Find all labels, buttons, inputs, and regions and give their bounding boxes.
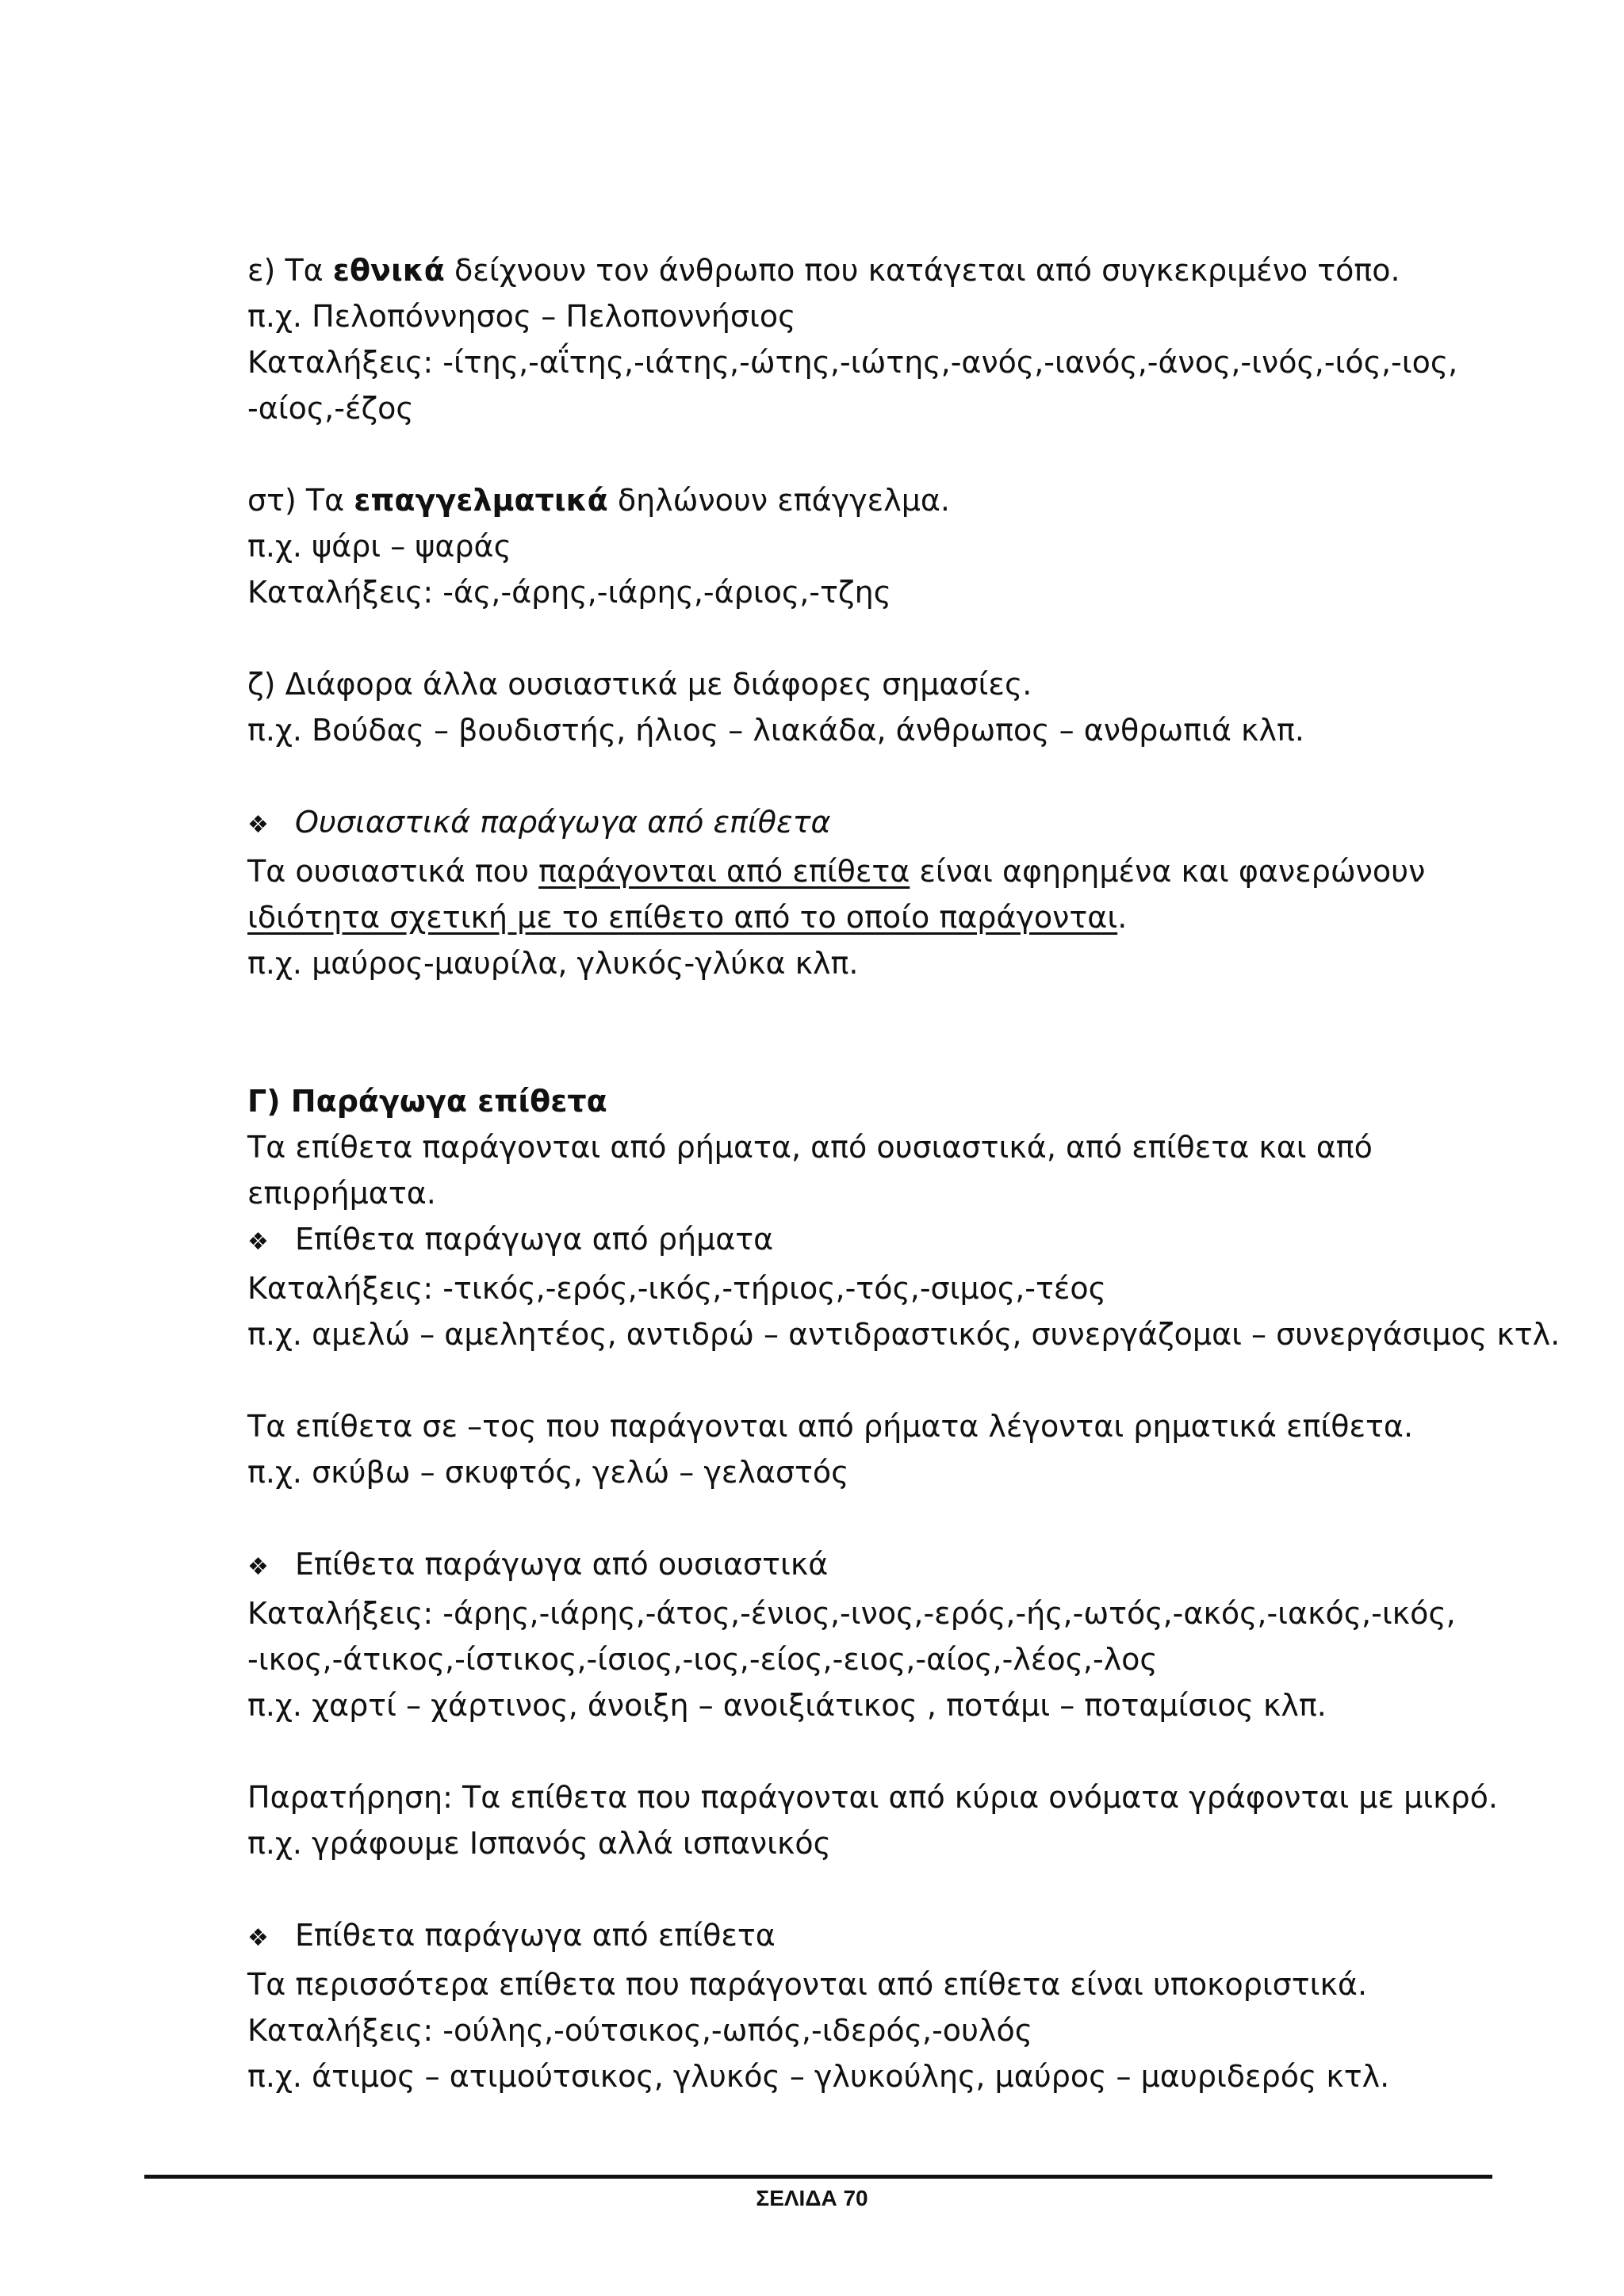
apo-rimata-note-example: π.χ. σκύβω – σκυφτός, γελώ – γελαστός [247, 1455, 849, 1490]
apo-rimata-title-row [247, 1216, 1516, 1265]
diafora-example: π.χ. Βούδας – βουδιστής, ήλιος – λιακάδα, άνθρωπος – ανθρωπιά κλπ. [247, 713, 1304, 748]
apo-rimata-title: Επίθετα παράγωγα από ρήματα [295, 1222, 774, 1257]
diafora-title: ζ) Διάφορα άλλα ουσιαστικά με διάφορες σημασίες. [247, 667, 1032, 702]
apo-ousiastika-title-row [247, 1541, 1516, 1590]
paragoga-intro-2: επιρρήματα. [247, 1176, 436, 1211]
epaggelmatika-example: π.χ. ψάρι – ψαράς [247, 529, 511, 564]
apo-rimata-note: Τα επίθετα σε –τος που παράγονται από ρήματα λέγονται ρηματικά επίθετα. [247, 1409, 1414, 1444]
apo-rimata-endings: Καταλήξεις: -τικός,-ερός,-ικός,-τήριος,-τός,-σιμος,-τέος [247, 1271, 1106, 1306]
apo-ousiastika-endings-2: -ικος,-άτικος,-ίστικος,-ίσιος,-ιος,-είος,-ειος,-αίος,-λέος,-λος [247, 1642, 1158, 1677]
diamond-bullet-icon: ❖ [247, 1228, 269, 1256]
apo-ousiastika-title: Επίθετα παράγωγα από ουσιαστικά [295, 1547, 829, 1582]
page-content [247, 247, 1561, 2099]
ethnika-rest: δείχνουν τον άνθρωπο που κατάγεται από συγκεκριμένο τόπο. [444, 253, 1400, 288]
diamond-bullet-icon: ❖ [247, 1924, 269, 1952]
ethnika-endings-2: -αίος,-έζος [247, 391, 414, 426]
epaggelmatika-rest: δηλώνουν επάγγελμα. [607, 483, 951, 518]
underlined-phrase: παράγονται από επίθετα [538, 854, 910, 889]
ethnika-endings-1: Καταλήξεις: -ίτης,-αΐτης,-ιάτης,-ώτης,-ιώτης,-ανός,-ιανός,-άνος,-ινός,-ιός,-ιος, [247, 345, 1458, 380]
apo-ousiastika-remark-example: π.χ. γράφουμε Ισπανός αλλά ισπανικός [247, 1826, 831, 1861]
footer-divider [144, 2175, 1492, 2179]
ousiastika-apo-epitheta-example: π.χ. μαύρος-μαυρίλα, γλυκός-γλύκα κλπ. [247, 946, 859, 981]
ousiastika-apo-epitheta-title: Ουσιαστικά παράγωγα από επίθετα [295, 805, 831, 840]
page-number: ΣΕΛΙΔΑ 70 [756, 2186, 868, 2210]
ousiastika-apo-epitheta-title-row [247, 799, 1516, 848]
apo-epitheta-title-row [247, 1912, 1516, 1961]
apo-epitheta-endings: Καταλήξεις: -ούλης,-ούτσικος,-ωπός,-ιδερός,-ουλός [247, 2013, 1033, 2048]
apo-rimata-example: π.χ. αμελώ – αμελητέος, αντιδρώ – αντιδραστικός, συνεργάζομαι – συνεργάσιμος κτλ. [247, 1317, 1561, 1352]
apo-epitheta-title: Επίθετα παράγωγα από επίθετα [295, 1918, 776, 1953]
ousiastika-apo-epitheta-line-2: ιδιότητα σχετική με το επίθετο από το οποίο παράγονται. [247, 900, 1128, 935]
ethnika-example: π.χ. Πελοπόννησος – Πελοποννήσιος [247, 299, 796, 334]
ethnika-term: εθνικά [332, 253, 445, 288]
underlined-phrase: ιδιότητα σχετική με το επίθετο από το οποίο παράγονται [247, 900, 1118, 935]
epaggelmatika-term: επαγγελματικά [354, 483, 608, 518]
apo-ousiastika-example: π.χ. χαρτί – χάρτινος, άνοιξη – ανοιξιάτικος , ποτάμι – ποταμίσιος κλπ. [247, 1688, 1327, 1723]
apo-epitheta-example: π.χ. άτιμος – ατιμούτσικος, γλυκός – γλυκούλης, μαύρος – μαυριδερός κτλ. [247, 2059, 1390, 2094]
epaggelmatika-definition [247, 477, 1516, 523]
diamond-bullet-icon: ❖ [247, 1553, 269, 1581]
ethnika-prefix: ε) Τα [247, 253, 333, 288]
apo-epitheta-text: Τα περισσότερα επίθετα που παράγονται από επίθετα είναι υποκοριστικά. [247, 1967, 1368, 2002]
epaggelmatika-prefix: στ) Τα [247, 483, 354, 518]
ousiastika-apo-epitheta-line-1: Τα ουσιαστικά που παράγονται από επίθετα είναι αφηρημένα και φανερώνουν [247, 854, 1426, 889]
diamond-bullet-icon: ❖ [247, 811, 269, 839]
apo-ousiastika-endings-1: Καταλήξεις: -άρης,-ιάρης,-άτος,-ένιος,-ινος,-ερός,-ής,-ωτός,-ακός,-ιακός,-ικός, [247, 1596, 1456, 1631]
epaggelmatika-endings: Καταλήξεις: -άς,-άρης,-ιάρης,-άριος,-τζης [247, 575, 891, 610]
ethnika-definition [247, 247, 1516, 293]
section-heading: Γ) Παράγωγα επίθετα [247, 1084, 607, 1119]
apo-ousiastika-remark: Παρατήρηση: Τα επίθετα που παράγονται από κύρια ονόματα γράφονται με μικρό. [247, 1780, 1498, 1815]
paragoga-intro-1: Τα επίθετα παράγονται από ρήματα, από ουσιαστικά, από επίθετα και από [247, 1130, 1373, 1165]
